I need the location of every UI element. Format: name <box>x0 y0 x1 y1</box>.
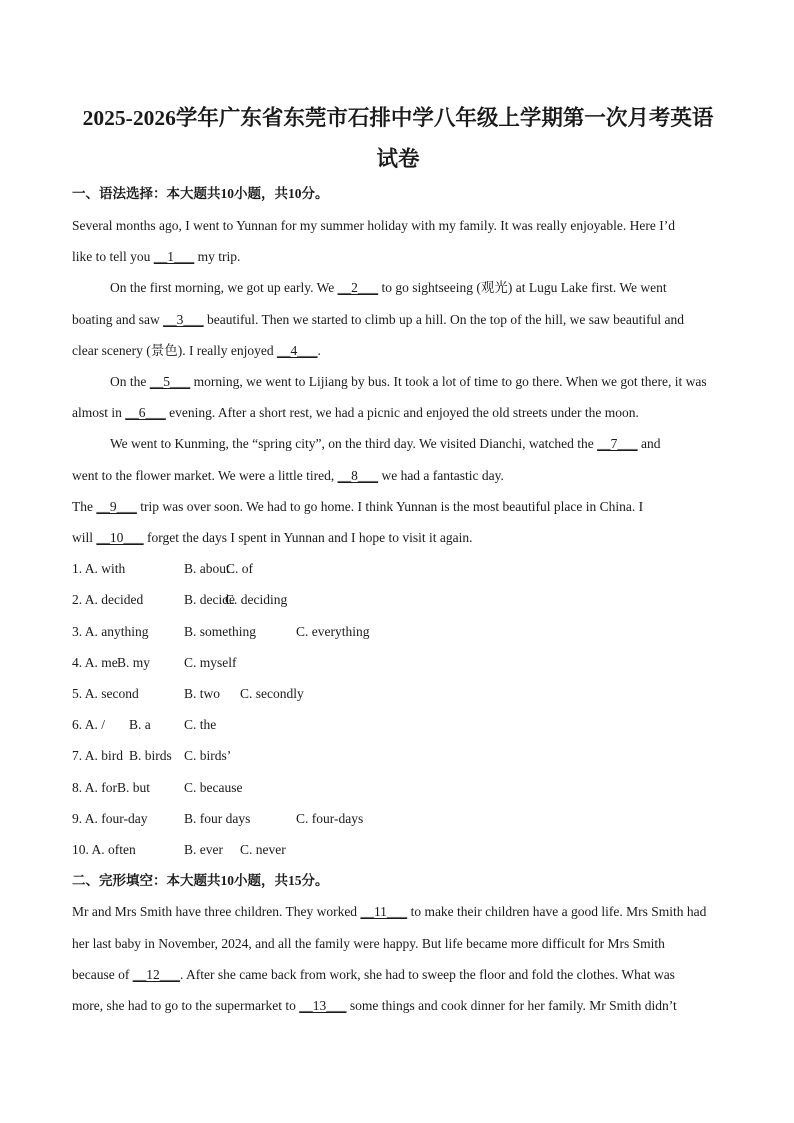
section-1-passage-line <box>110 372 707 392</box>
option-4-c: C. myself <box>184 655 237 670</box>
passage-text: morning, we went to Lijiang by bus. It took a lot of time to go there. When we got there, it was <box>190 374 707 389</box>
option-1-c: C. of <box>226 561 253 576</box>
option-5-c: C. secondly <box>240 686 304 701</box>
option-8-c: C. because <box>184 780 243 795</box>
option-9-c: C. four-days <box>296 811 364 826</box>
option-3-c: C. everything <box>296 624 370 639</box>
passage-text: we had a fantastic day. <box>378 468 504 483</box>
section-1-passage-line <box>72 528 472 548</box>
passage-text: my trip. <box>194 249 241 264</box>
option-6-c: C. the <box>184 717 217 732</box>
section-1-passage-line <box>72 247 240 267</box>
passage-text: to go sightseeing (观光) at Lugu Lake first. We went <box>378 280 667 295</box>
passage-text: will <box>72 530 97 545</box>
option-7-a: 7. A. bird <box>72 748 124 763</box>
option-8-a: 8. A. for <box>72 780 117 795</box>
passage-text: like to tell you <box>72 249 154 264</box>
option-1-a: 1. A. with <box>72 561 126 576</box>
option-7-c: C. birds’ <box>184 748 232 763</box>
answer-blank: __9___ <box>96 499 137 514</box>
section-2-passage-line <box>72 996 677 1016</box>
passage-text: evening. After a short rest, we had a picnic and enjoyed the old streets under the moon. <box>165 405 639 420</box>
passage-text: and <box>637 436 661 451</box>
option-5-a: 5. A. second <box>72 686 139 701</box>
section-1-passage-line <box>72 497 643 517</box>
passage-text: clear scenery (景色). I really enjoyed <box>72 343 278 358</box>
answer-blank: __11___ <box>360 904 408 919</box>
passage-text: because of <box>72 967 133 982</box>
passage-text: We went to Kunming, the “spring city”, on the third day. We visited Dianchi, watched the <box>110 436 598 451</box>
answer-blank: __12___ <box>132 967 180 982</box>
answer-blank: __3___ <box>163 312 204 327</box>
section-2-heading: 二、完形填空：本大题共10小题，共15分。 <box>72 873 329 888</box>
option-3-b: B. something <box>184 624 257 639</box>
section-2-passage-line <box>72 965 675 985</box>
section-1-passage-line <box>72 216 675 236</box>
option-2-a: 2. A. decided <box>72 592 144 607</box>
option-10-a: 10. A. often <box>72 842 136 857</box>
option-7-b: B. birds <box>129 748 172 763</box>
answer-blank: __6___ <box>125 405 166 420</box>
answer-blank: __1___ <box>153 249 195 264</box>
passage-text: her last baby in November, 2024, and all the family were happy. But life became more difficult for Mrs Smith <box>72 936 665 951</box>
passage-text: to make their children have a good life. Mrs Smith had <box>407 904 707 919</box>
section-1-passage-line <box>110 278 667 298</box>
section-1-passage-line <box>72 341 321 361</box>
answer-blank: __2___ <box>337 280 379 295</box>
passage-text: . After she came back from work, she had to sweep the floor and fold the clothes. What was <box>179 967 675 982</box>
option-9-b: B. four days <box>184 811 251 826</box>
passage-text: The <box>72 499 97 514</box>
answer-blank: __8___ <box>337 468 379 483</box>
section-1-passage-line <box>72 310 684 330</box>
option-4-b: B. my <box>117 655 151 670</box>
passage-text: some things and cook dinner for her family. Mr Smith didn’t <box>346 998 677 1013</box>
section-2-passage-line <box>72 934 665 954</box>
passage-text: almost in <box>72 405 126 420</box>
section-1-passage-line <box>72 403 639 423</box>
passage-text: more, she had to go to the supermarket to <box>72 998 300 1013</box>
option-10-c: C. never <box>240 842 286 857</box>
answer-blank: __13___ <box>299 998 347 1013</box>
section-2-passage-line <box>72 902 706 922</box>
option-4-a: 4. A. me <box>72 655 118 670</box>
option-10-b: B. ever <box>184 842 223 857</box>
option-1-b: B. about <box>184 561 230 576</box>
passage-text: beautiful. Then we started to climb up a hill. On the top of the hill, we saw beautiful and <box>203 312 684 327</box>
option-6-a: 6. A. / <box>72 717 106 732</box>
option-8-b: B. but <box>117 780 151 795</box>
document-title-line-1: 2025-2026学年广东省东莞市石排中学八年级上学期第一次月考英语 <box>82 106 714 130</box>
option-5-b: B. two <box>184 686 221 701</box>
passage-text: forget the days I spent in Yunnan and I hope to visit it again. <box>143 530 473 545</box>
option-2-b: B. decide <box>184 592 235 607</box>
section-1-passage-line <box>110 434 660 454</box>
option-9-a: 9. A. four-day <box>72 811 148 826</box>
option-6-b: B. a <box>129 717 151 732</box>
section-1-heading: 一、语法选择：本大题共10小题，共10分。 <box>72 186 329 201</box>
document-title-line-2: 试卷 <box>376 147 420 171</box>
section-1-passage-line <box>72 466 504 486</box>
option-3-a: 3. A. anything <box>72 624 149 639</box>
answer-blank: __5___ <box>149 374 191 389</box>
passage-text: On the first morning, we got up early. We <box>110 280 338 295</box>
passage-text: Several months ago, I went to Yunnan for my summer holiday with my family. It was really enjoyable. Here I’d <box>72 218 675 233</box>
passage-text: Mr and Mrs Smith have three children. They worked <box>72 904 361 919</box>
answer-blank: __7___ <box>597 436 638 451</box>
passage-text: boating and saw <box>72 312 164 327</box>
option-2-c: C. deciding <box>225 592 288 607</box>
passage-text: trip was over soon. We had to go home. I think Yunnan is the most beautiful place in China. I <box>136 499 644 514</box>
passage-text: . <box>317 343 321 358</box>
passage-text: On the <box>110 374 150 389</box>
passage-text: went to the flower market. We were a little tired, <box>72 468 338 483</box>
answer-blank: __4___ <box>277 343 318 358</box>
answer-blank: __10___ <box>96 530 144 545</box>
